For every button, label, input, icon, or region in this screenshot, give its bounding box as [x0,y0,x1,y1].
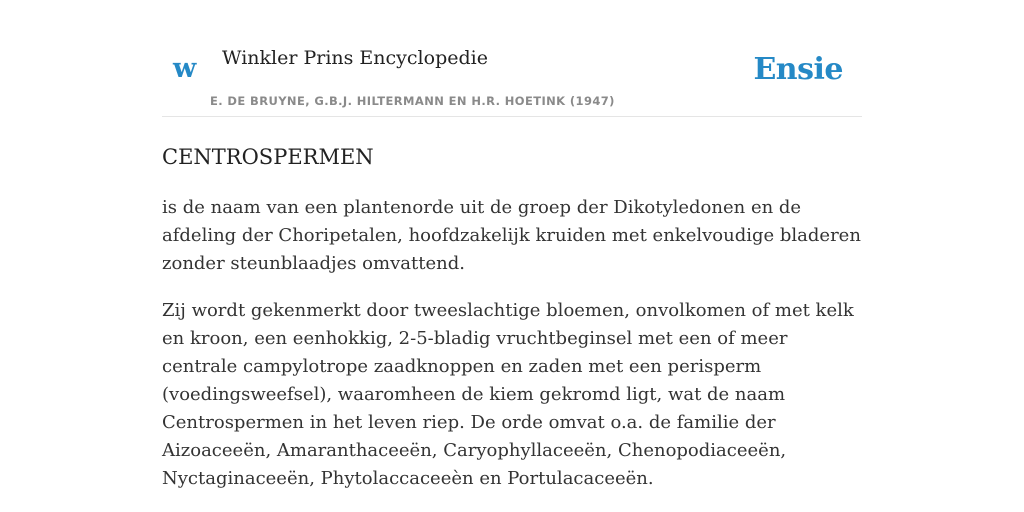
article-paragraph: is de naam van een plantenorde uit de groep der Dikotyledonen en de afdeling der Choripetalen, hoofdzakelijk kruiden met enkelvoudige bladeren zonder steunblaadjes omvattend. [162,197,861,274]
source-title[interactable]: Winkler Prins Encyclopedie [222,47,488,69]
source-authors: E. DE BRUYNE, G.B.J. HILTERMANN EN H.R. HOETINK (1947) [210,94,615,108]
ensie-logo[interactable]: Ensie [753,52,843,87]
article-page [162,0,862,493]
source-header [162,0,862,117]
article-paragraph: Zij wordt gekenmerkt door tweeslachtige bloemen, onvolkomen of met kelk en kroon, een eenhokkig, 2-5-bladig vruchtbeginsel met een of meer centrale campylotrope zaadknoppen en zaden met een perisperm (voedingsweefsel), waaromheen de kiem gekromd ligt, wat de naam Centrospermen in het leven riep. De orde omvat o.a. de familie der Aizoaceeën, Amaranthaceeën, Caryophyllaceeën, Chenopodiaceeën, Nyctaginaceeën, Phytolaccaceeèn en Portulacaceeën. [162,300,854,489]
source-logo[interactable]: w [173,53,197,84]
article-title: CENTROSPERMEN [162,145,374,169]
